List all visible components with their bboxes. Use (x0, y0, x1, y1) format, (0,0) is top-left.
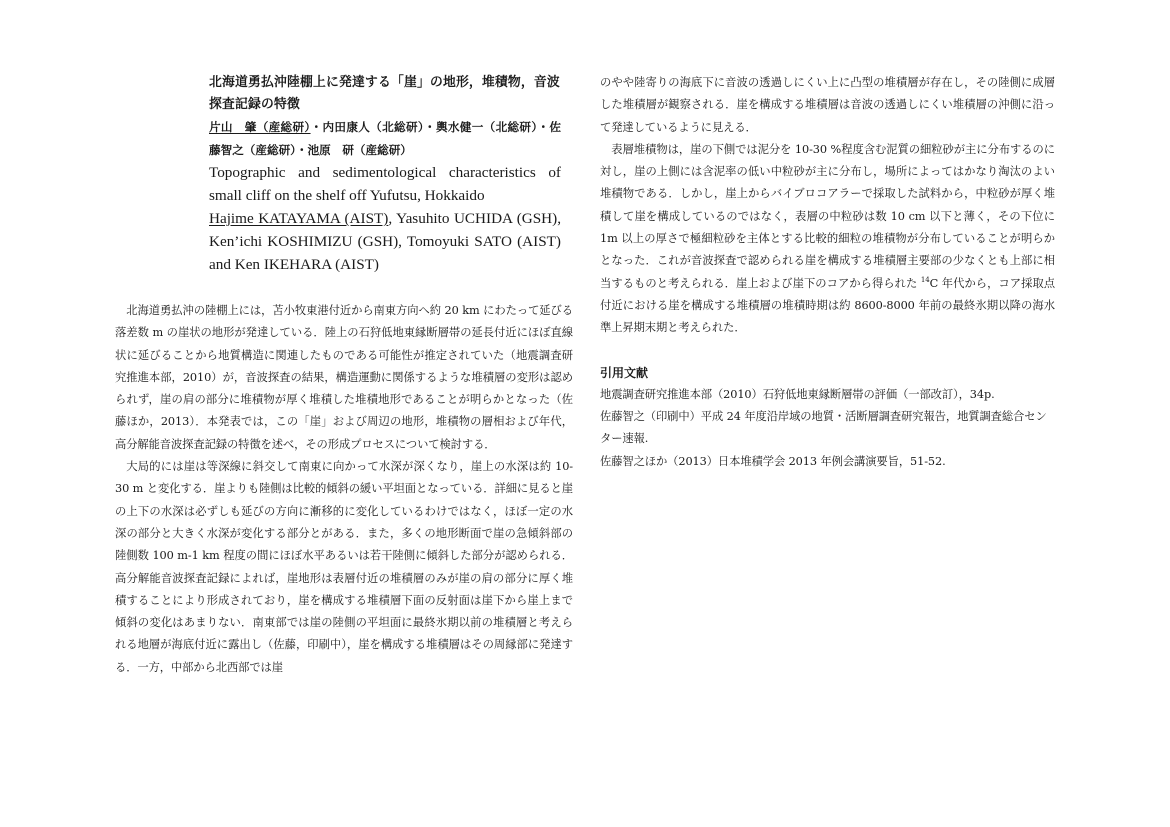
left-column (115, 72, 573, 679)
references-list (600, 384, 1055, 473)
coauthors-en: , Yasuhito UCHIDA (GSH), Ken’ichi KOSHIMIZU (GSH), Tomoyuki SATO (AIST) and Ken IKEHARA (AIST) (209, 210, 561, 273)
paragraph-sediments (600, 139, 1055, 340)
presenter-name-ja: 片山 肇（産総研） (209, 120, 311, 134)
body-left (115, 300, 573, 679)
paragraph-topography: 大局的には崖は等深線に斜交して南東に向かって水深が深くなり，崖上の水深は約 10-30 m と変化する．崖よりも陸側は比較的傾斜の緩い平坦面となっている．詳細に見ると崖の上下の水深は必ずしも延びの方向に漸移的に変化しているわけではなく，ほぼ一定の水深の部分と大きく水深が変化する部分とがある．また，多くの地形断面で崖の急傾斜部の陸側数 100 m-1 km 程度の間にほぼ水平あるいは若干陸側に傾斜した部分が認められる．高分解能音波探査記録によれば，崖地形は表層付近の堆積層のみが崖の肩の部分に厚く堆積することにより形成されており，崖を構成する堆積層下面の反射面は崖下から崖上まで傾斜の変化はあまりない．南東部では崖の陸側の平坦面に最終氷期以前の堆積層と考えられる地層が海底付近に露出し（佐藤，印刷中），崖を構成する堆積層はその周縁部に発達する．一方，中部から北西部では崖 (115, 460, 573, 674)
right-column (600, 72, 1055, 473)
abstract-header (209, 72, 561, 276)
reference-item: 地震調査研究推進本部（2010）石狩低地東縁断層帯の評価（一部改訂），34p. (600, 387, 995, 401)
title-japanese: 北海道勇払沖陸棚上に発達する「崖」の地形，堆積物，音波探査記録の特徴 (209, 75, 560, 112)
references-heading: 引用文献 (600, 365, 649, 380)
sediments-text-b: C 年代から，コア採取点付近における崖を構成する堆積層の堆積時期は約 8600-8000 年前の最終氷期以降の海水準上昇期末期と考えられた． (600, 276, 1055, 335)
paragraph-intro: 北海道勇払沖の陸棚上には，苫小牧東港付近から南東方向へ約 20 km にわたって延びる落差数 m の崖状の地形が発達している．陸上の石狩低地東縁断層帯の延長付近にほぼ直線状に延びることから地質構造に関連したものである可能性が推定されていた（地震調査研究推進本部，2010）が，音波探査の結果，構造運動に関係するような堆積層の変形は認められず，崖の肩の部分に堆積物が厚く堆積した堆積地形であることが明らかとなった（佐藤ほか，2013）．本発表では，この「崖」および周辺の地形，堆積物の層相および年代，高分解能音波探査記録の特徴を述べ，その形成プロセスについて検討する． (115, 304, 573, 451)
coauthors-ja: ・内田康人（北総研）・輿水健一（北総研）・佐藤智之（産総研）・池原 研（産総研） (209, 120, 562, 157)
presenter-name-en: Hajime KATAYAMA (AIST) (209, 210, 389, 227)
reference-item: 佐藤智之ほか（2013）日本堆積学会 2013 年例会講演要旨，51-52. (600, 454, 946, 468)
paragraph-topography-continued: のやや陸寄りの海底下に音波の透過しにくい上に凸型の堆積層が存在し，その陸側に成層した堆積層が観察される．崖を構成する堆積層は音波の透過しにくい堆積層の沖側に沿って発達しているように見える． (600, 76, 1055, 134)
authors-english (209, 207, 561, 276)
isotope-superscript: 14 (920, 275, 930, 284)
reference-item: 佐藤智之（印刷中）平成 24 年度沿岸域の地質・活断層調査研究報告，地質調査総合センター速報. (600, 410, 1047, 446)
sediments-text-a: 表層堆積物は，崖の下側では泥分を 10-30 %程度含む泥質の細粒砂が主に分布するのに対し，崖の上側には含泥率の低い中粒砂が主に分布し，場所によってはかなり淘汰のよい堆積物である．しかし，崖上からバイブロコアラーで採取した試料から，中粒砂が厚く堆積して崖を構成しているのではなく，表層の中粒砂は数 10 cm 以下と薄く，その下位に 1m 以上の厚さで極細粒砂を主体とする比較的細粒の堆積物が分布していることが明らかとなった．これが音波探査で認められる崖を構成する堆積層主要部の少なくとも上部に相当するものと考えられる．崖上および崖下のコアから得られた (600, 142, 1055, 290)
authors-japanese (209, 116, 561, 161)
title-english: Topographic and sedimentological characteristics of small cliff on the shelf off Yufutsu, Hokkaido (209, 164, 561, 204)
